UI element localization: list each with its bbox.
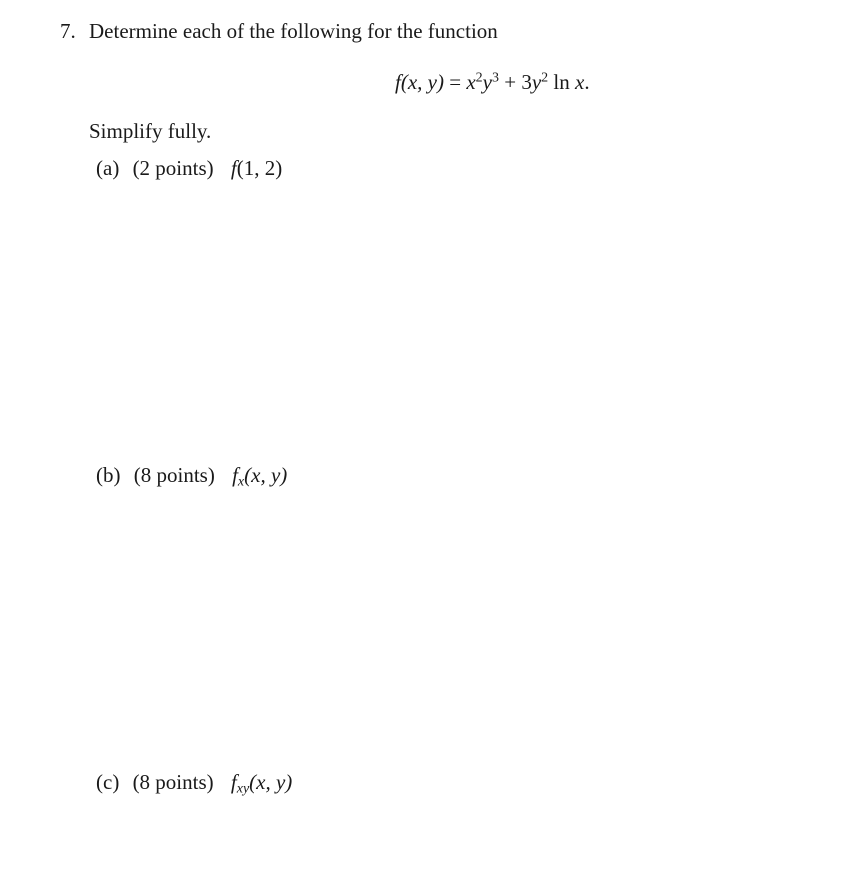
part-c-args: (x, y) (249, 770, 293, 794)
part-a-label: (a) (96, 156, 120, 180)
part-c-answer-space[interactable] (96, 804, 796, 874)
formula-plus: + (504, 70, 517, 94)
part-b-subscript: x (237, 474, 245, 490)
question-number: 7. (60, 19, 76, 43)
instruction-text: Simplify fully. (89, 119, 212, 143)
part-c-points: (8 points) (132, 770, 214, 794)
formula-term2-coef: 3 (521, 70, 532, 94)
part-b-label: (b) (96, 463, 121, 487)
part-b-points: (8 points) (133, 463, 215, 487)
part-a-args: (1, 2) (236, 156, 283, 180)
formula-term1-exp: 2 (475, 70, 483, 86)
part-c-expression (230, 770, 293, 797)
part-b-expression (232, 463, 288, 490)
part-a (96, 156, 282, 180)
formula-lhs: f(x, y) (395, 70, 444, 94)
formula-term2-arg: x (574, 70, 585, 94)
part-b-fn: f (232, 463, 238, 487)
formula-term1-exp2: 3 (491, 70, 499, 86)
part-a-fn: f (230, 156, 237, 180)
part-a-expression (231, 156, 282, 180)
formula-term1-base2: y (482, 70, 492, 94)
part-c-subscript: xy (236, 781, 250, 797)
question-stem: Determine each of the following for the function (89, 19, 498, 43)
formula-term2-base: y (531, 70, 542, 94)
part-c (96, 770, 293, 797)
part-b-answer-space[interactable] (96, 497, 796, 757)
function-formula (395, 70, 590, 94)
part-c-fn: f (230, 770, 237, 794)
formula-equals: = (449, 70, 462, 94)
formula-term2-exp: 2 (541, 70, 549, 86)
formula-term1-base: x (466, 70, 476, 94)
part-b-args: (x, y) (244, 463, 288, 487)
part-a-points: (2 points) (132, 156, 214, 180)
formula-end: . (584, 70, 590, 94)
part-a-answer-space[interactable] (96, 190, 796, 450)
formula-term2-fn: ln (553, 70, 570, 94)
part-b (96, 463, 288, 490)
part-c-label: (c) (96, 770, 120, 794)
